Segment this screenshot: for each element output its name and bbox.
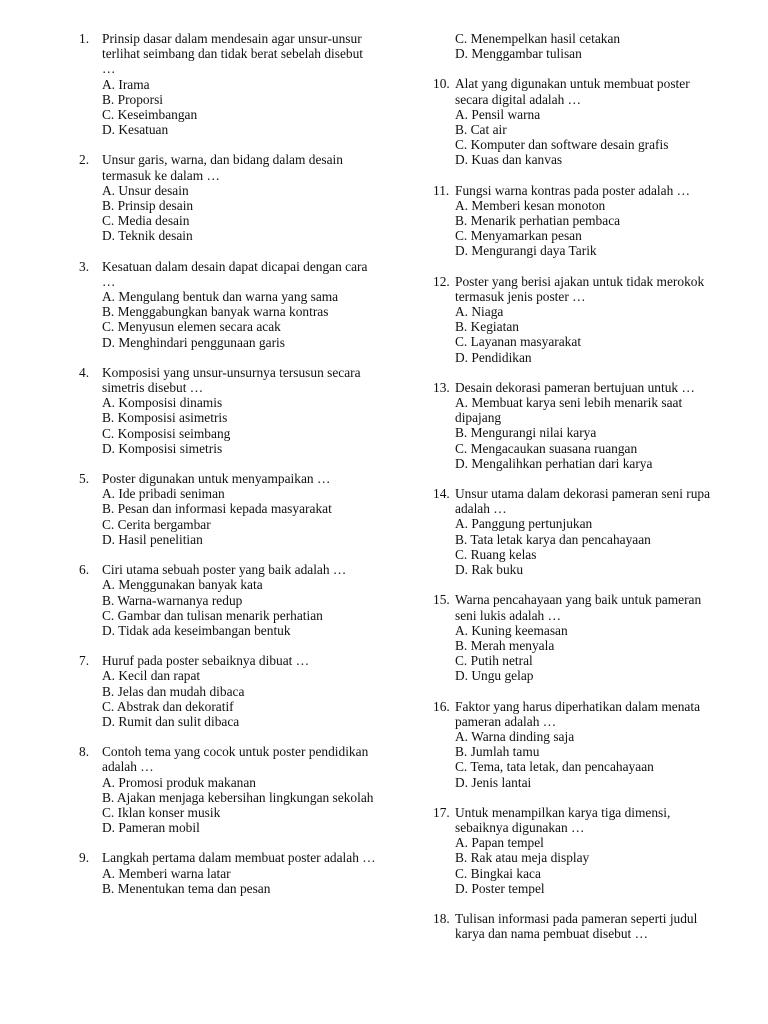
option-b: B. Menarik perhatian pembaca: [455, 213, 621, 229]
option-c: C. Putih netral: [455, 653, 533, 669]
question-number: 1.: [79, 31, 90, 46]
option-a: A. Mengulang bentuk dan warna yang sama: [102, 289, 339, 305]
option-a: A. Promosi produk makanan: [102, 774, 256, 790]
option-a: A. Membuat karya seni lebih menarik saat dipajang: [455, 395, 683, 426]
question-text: Warna pencahayaan yang baik untuk pameran seni lukis adalah …: [455, 592, 702, 623]
option-b: B. Ajakan menjaga kebersihan lingkungan sekolah: [102, 789, 374, 805]
option-c: C. Media desain: [102, 213, 190, 229]
question-text: Fungsi warna kontras pada poster adalah …: [455, 182, 691, 198]
question-text: Desain dekorasi pameran bertujuan untuk …: [455, 379, 695, 395]
option-d: D. Poster tempel: [455, 880, 545, 896]
question-11: [433, 183, 723, 259]
option-b: B. Jelas dan mudah dibaca: [102, 683, 245, 699]
question-number: 8.: [79, 744, 90, 760]
option-a: A. Memberi warna latar: [102, 865, 231, 881]
question-3: [79, 259, 379, 350]
question-text: Ciri utama sebuah poster yang baik adalah …: [102, 562, 347, 578]
option-b: B. Merah menyala: [455, 637, 555, 653]
question-number: 7.: [79, 653, 90, 669]
question-9-continued: [433, 31, 723, 61]
question-number: 16.: [433, 698, 450, 714]
question-number: 2.: [79, 152, 90, 168]
question-number: 17.: [433, 804, 450, 820]
question-number: 12.: [433, 273, 450, 289]
option-c: C. Bingkai kaca: [455, 865, 541, 881]
option-a: A. Irama: [102, 76, 150, 92]
question-text: Tulisan informasi pada pameran seperti judul karya dan nama pembuat disebut …: [455, 910, 698, 942]
option-b: B. Warna-warnanya redup: [102, 592, 243, 608]
question-text: Unsur utama dalam dekorasi pameran seni rupa adalah …: [455, 486, 711, 517]
question-text: Poster digunakan untuk menyampaikan …: [102, 471, 331, 487]
option-b: B. Mengurangi nilai karya: [455, 425, 597, 441]
option-d: D. Ungu gelap: [455, 668, 534, 684]
question-17: [433, 805, 723, 896]
option-b: B. Jumlah tamu: [455, 744, 540, 760]
left-column: [79, 31, 379, 911]
question-text: Komposisi yang unsur-unsurnya tersusun secara simetris disebut …: [102, 364, 361, 396]
option-d: D. Tidak ada keseimbangan bentuk: [102, 622, 291, 638]
question-text: Huruf pada poster sebaiknya dibuat …: [102, 653, 310, 669]
question-number: 10.: [433, 76, 450, 92]
question-number: 4.: [79, 364, 90, 380]
option-d: D. Menghindari penggunaan garis: [102, 334, 285, 350]
option-b: B. Kegiatan: [455, 319, 519, 335]
option-d: D. Mengalihkan perhatian dari karya: [455, 455, 653, 471]
option-b: B. Proporsi: [102, 91, 164, 107]
option-a: A. Papan tempel: [455, 835, 544, 851]
question-9: [79, 850, 379, 896]
question-text: Poster yang berisi ajakan untuk tidak merokok termasuk jenis poster …: [455, 273, 705, 304]
question-number: 9.: [79, 850, 90, 866]
option-d: D. Rumit dan sulit dibaca: [102, 713, 240, 729]
question-number: 5.: [79, 471, 90, 487]
option-b: B. Menentukan tema dan pesan: [102, 880, 271, 896]
option-c: C. Abstrak dan dekoratif: [102, 698, 234, 714]
option-d: D. Menggambar tulisan: [455, 46, 582, 62]
option-c: C. Menyusun elemen secara acak: [102, 319, 281, 335]
option-b: B. Tata letak karya dan pencahayaan: [455, 531, 651, 547]
question-text: Alat yang digunakan untuk membuat poster secara digital adalah …: [455, 76, 690, 107]
question-4: [79, 365, 379, 456]
question-12: [433, 274, 723, 365]
question-5: [79, 471, 379, 547]
option-a: A. Menggunakan banyak kata: [102, 577, 263, 593]
option-a: A. Unsur desain: [102, 182, 189, 198]
option-d: D. Kesatuan: [102, 122, 169, 138]
option-d: D. Pendidikan: [455, 349, 532, 365]
question-text: Prinsip dasar dalam mendesain agar unsur-unsur terlihat seimbang dan tidak berat sebelah disebut …: [102, 31, 364, 77]
option-c: C. Layanan masyarakat: [455, 334, 582, 350]
question-number: 3.: [79, 258, 90, 274]
option-c: C. Mengacaukan suasana ruangan: [455, 440, 638, 456]
option-c: C. Menempelkan hasil cetakan: [455, 31, 621, 46]
option-c: C. Menyamarkan pesan: [455, 228, 582, 244]
option-b: B. Pesan dan informasi kepada masyarakat: [102, 501, 332, 517]
option-d: D. Rak buku: [455, 562, 524, 578]
question-text: Unsur garis, warna, dan bidang dalam desain termasuk ke dalam …: [102, 152, 343, 183]
question-10: [433, 76, 723, 167]
question-18: [433, 911, 723, 941]
option-c: C. Komputer dan software desain grafis: [455, 137, 669, 153]
option-a: A. Ide pribadi seniman: [102, 486, 225, 502]
question-number: 11.: [433, 182, 450, 198]
question-1: [79, 31, 379, 137]
option-c: C. Cerita bergambar: [102, 516, 211, 532]
option-c: C. Ruang kelas: [455, 546, 537, 562]
option-b: B. Cat air: [455, 122, 507, 138]
question-text: Untuk menampilkan karya tiga dimensi, sebaiknya digunakan …: [455, 804, 671, 835]
question-number: 6.: [79, 562, 90, 578]
option-c: C. Komposisi seimbang: [102, 425, 231, 441]
question-number: 15.: [433, 592, 450, 608]
option-a: A. Pensil warna: [455, 106, 541, 122]
option-b: B. Prinsip desain: [102, 198, 194, 214]
question-number: 18.: [433, 910, 450, 926]
question-6: [79, 562, 379, 638]
option-a: A. Warna dinding saja: [455, 728, 575, 744]
option-d: D. Komposisi simetris: [102, 440, 223, 456]
question-7: [79, 653, 379, 729]
option-d: D. Kuas dan kanvas: [455, 152, 563, 168]
question-13: [433, 380, 723, 471]
question-number: 13.: [433, 379, 450, 395]
option-d: D. Mengurangi daya Tarik: [455, 243, 597, 259]
option-c: C. Iklan konser musik: [102, 804, 221, 820]
option-a: A. Komposisi dinamis: [102, 395, 223, 411]
option-c: C. Tema, tata letak, dan pencahayaan: [455, 759, 654, 775]
option-c: C. Keseimbangan: [102, 107, 198, 123]
question-text: Contoh tema yang cocok untuk poster pendidikan adalah …: [102, 744, 369, 775]
question-14: [433, 486, 723, 577]
option-b: B. Komposisi asimetris: [102, 410, 228, 426]
option-b: B. Rak atau meja display: [455, 850, 590, 866]
question-number: 14.: [433, 486, 450, 502]
option-a: A. Kecil dan rapat: [102, 668, 201, 684]
option-a: A. Memberi kesan monoton: [455, 197, 606, 213]
option-c: C. Gambar dan tulisan menarik perhatian: [102, 607, 323, 623]
option-d: D. Jenis lantai: [455, 774, 532, 790]
question-15: [433, 592, 723, 683]
option-a: A. Kuning keemasan: [455, 622, 568, 638]
right-column: [433, 31, 723, 956]
option-d: D. Pameran mobil: [102, 820, 200, 836]
question-16: [433, 699, 723, 790]
option-a: A. Niaga: [455, 304, 504, 320]
option-b: B. Menggabungkan banyak warna kontras: [102, 304, 329, 320]
option-a: A. Panggung pertunjukan: [455, 516, 593, 532]
question-8: [79, 744, 379, 835]
question-text: Kesatuan dalam desain dapat dicapai dengan cara …: [102, 258, 368, 289]
option-d: D. Hasil penelitian: [102, 531, 203, 547]
question-2: [79, 152, 379, 243]
option-d: D. Teknik desain: [102, 228, 193, 244]
question-text: Langkah pertama dalam membuat poster adalah …: [102, 850, 376, 866]
question-text: Faktor yang harus diperhatikan dalam menata pameran adalah …: [455, 698, 701, 729]
